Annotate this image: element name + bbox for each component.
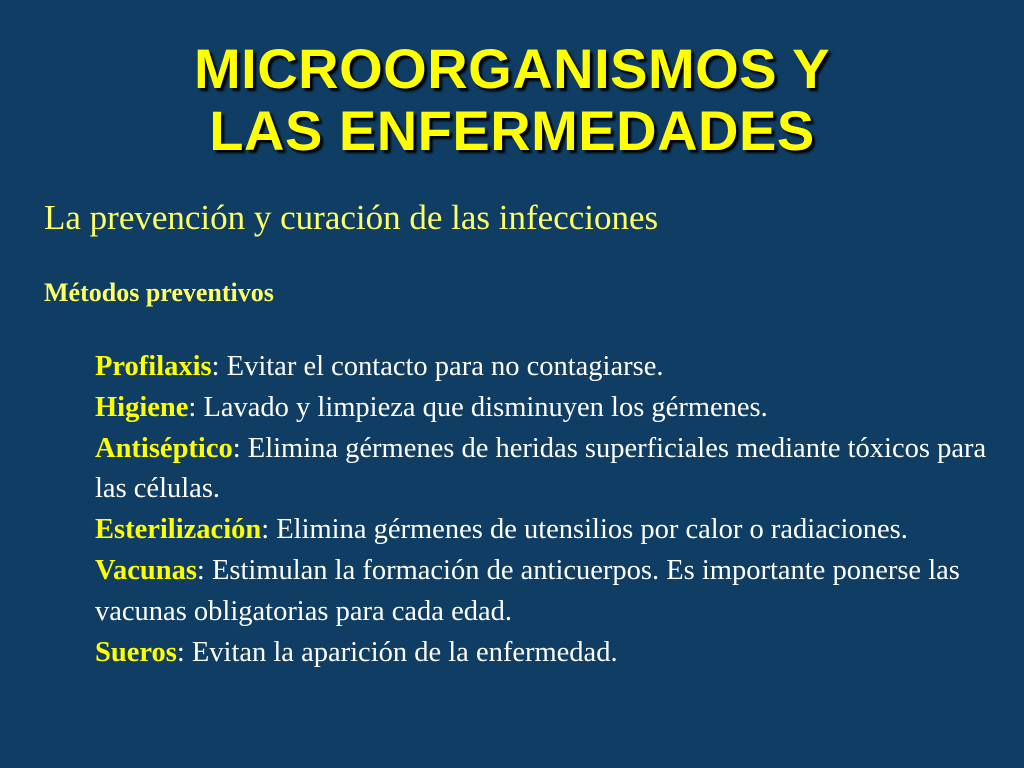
section-heading: Métodos preventivos bbox=[44, 278, 274, 307]
term-vacunas: Vacunas bbox=[95, 554, 197, 586]
term-sueros: Sueros bbox=[95, 636, 177, 668]
definition-vacunas: : Estimulan la formación de anticuerpos. Es importante ponerse las vacunas obligatorias para cada edad. bbox=[95, 554, 960, 627]
list-item-esterilizacion bbox=[95, 510, 1000, 551]
definition-esterilizacion: : Elimina gérmenes de utensilios por calor o radiaciones. bbox=[261, 514, 908, 546]
definition-profilaxis: : Evitar el contacto para no contagiarse. bbox=[211, 351, 664, 382]
term-antiseptico: Antiséptico bbox=[95, 432, 233, 464]
definition-antiseptico: : Elimina gérmenes de heridas superficiales mediante tóxicos para las células. bbox=[95, 432, 987, 505]
list-item-antiseptico bbox=[95, 429, 1000, 511]
slide-title bbox=[0, 38, 1024, 162]
slide-title-line-2: LAS ENFERMEDADES bbox=[209, 99, 815, 162]
term-higiene: Higiene bbox=[95, 391, 189, 423]
list-item-vacunas bbox=[95, 551, 1000, 633]
preventive-methods-list bbox=[95, 347, 1000, 673]
slide-title-line-1: MICROORGANISMOS Y bbox=[194, 37, 830, 100]
list-item-sueros bbox=[95, 633, 1000, 674]
term-profilaxis: Profilaxis bbox=[95, 351, 212, 382]
list-item-profilaxis bbox=[95, 347, 1000, 388]
definition-sueros: : Evitan la aparición de la enfermedad. bbox=[176, 636, 618, 668]
list-item-higiene bbox=[95, 388, 1000, 429]
slide-subtitle: La prevención y curación de las infecciones bbox=[44, 198, 659, 237]
term-esterilizacion: Esterilización bbox=[95, 514, 262, 546]
definition-higiene: : Lavado y limpieza que disminuyen los gérmenes. bbox=[188, 391, 768, 423]
